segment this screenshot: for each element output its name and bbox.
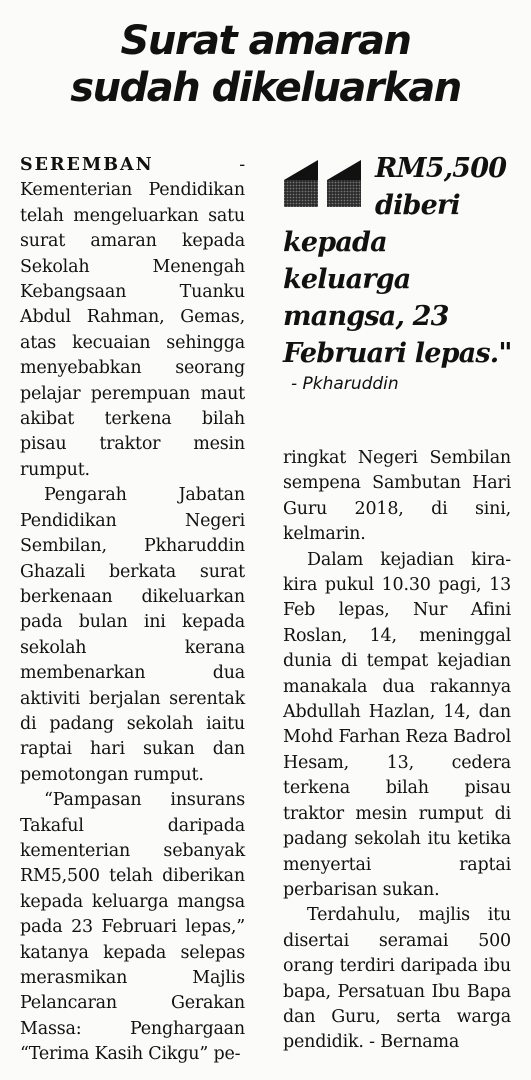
article-paragraph-2: Pengarah Jabatan Pendidikan Negeri Sembilan, Pkharuddin Ghazali berkata surat berkenaan dikeluarkan pada bulan ini kepada sekolah kerana membenarkan dua aktiviti berjalan serentak di padang sekolah iaitu raptai hari sukan dan pemotongan rumput.	[20, 485, 245, 785]
article-paragraph-5: Terdahulu, majlis itu disertai seramai 500 orang terdiri daripada ibu bapa, Persatuan Ibu Bapa dan Guru, serta warga pendidik. - Bernama	[283, 905, 511, 1053]
quote-marks-icon	[283, 160, 365, 208]
pull-quote-rest: kepada keluarga mangsa, 23 Februari lepas."	[283, 227, 512, 369]
dateline-dash: -	[153, 155, 245, 175]
headline-line-1: Surat amaran	[120, 18, 411, 64]
headline	[0, 18, 531, 112]
article-paragraph-3-part-1: “Pampasan insurans Takaful daripada kementerian sebanyak RM5,500 telah diberikan kepada keluarga mangsa pada 23 Februari lepas,” katanya kepada selepas merasmikan Majlis Pelancaran Gerakan Massa: Penghargaan “Terima Kasih Cikgu” pe-	[20, 790, 245, 1065]
pull-quote-attribution: - Pkharuddin	[291, 374, 399, 394]
article-paragraph-1	[20, 153, 245, 483]
paragraph-1-text: Kementerian Pendidikan telah mengeluarkan satu surat amaran kepada Sekolah Menengah Kebangsaan Tuanku Abdul Rahman, Gemas, atas kecuaian sehingga menyebabkan seorang pelajar perempuan maut akibat terkena bilah pisau traktor mesin rumput.	[20, 180, 245, 480]
article-paragraph-4: Dalam kejadian kira-kira pukul 10.30 pagi, 13 Feb lepas, Nur Afini Roslan, 14, meninggal dunia di tempat kejadian manakala dua rakannya Abdullah Hazlan, 14, dan Mohd Farhan Reza Badrol Hesam, 13, cedera terkena bilah pisau traktor mesin rumput di padang sekolah itu ketika menyertai raptai perbarisan sukan.	[283, 549, 511, 900]
pull-quote-line-2: diberi	[375, 190, 460, 221]
article-left-column	[20, 153, 245, 1068]
pull-quote-line-1: RM5,500	[375, 153, 507, 184]
article-paragraph-3-part-2: ringkat Negeri Sembilan sempena Sambutan Hari Guru 2018, di sini, kelmarin.	[283, 448, 511, 545]
headline-line-2: sudah dikeluarkan	[70, 65, 461, 111]
article-right-column	[283, 446, 511, 1056]
pull-quote	[283, 150, 513, 394]
dateline: SEREMBAN	[20, 155, 154, 175]
